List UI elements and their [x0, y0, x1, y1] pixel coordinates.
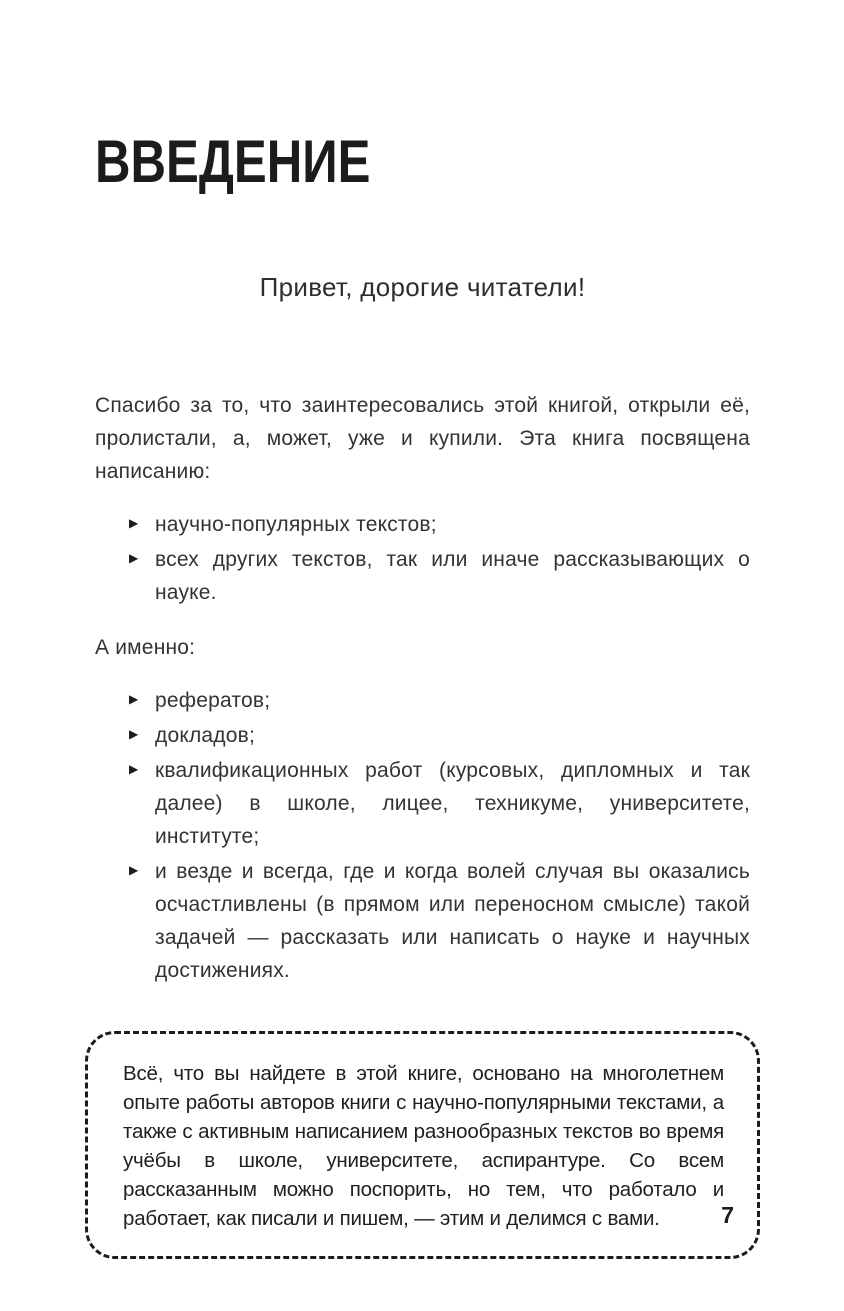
list-item-text: научно-популярных текстов; — [155, 513, 437, 536]
intro-paragraph: Спасибо за то, что заинтересовались этой книгой, открыли её, пролистали, а, может, уже и купили. Эта книга посвящена написанию: — [95, 394, 750, 483]
chapter-title: ВВЕДЕНИЕ — [95, 128, 371, 195]
list-item — [95, 543, 750, 609]
list-item-text: всех других текстов, так или иначе рассказывающих о науке. — [155, 548, 750, 604]
list-item — [95, 508, 750, 541]
bullet-list-topics — [95, 508, 750, 609]
list-item — [95, 684, 750, 717]
note-box — [85, 1031, 760, 1259]
list-item-text: и везде и всегда, где и когда волей случая вы оказались осчастливлены (в прямом или переносном смысле) такой задачей — рассказать или написать о науке и научных достижениях. — [155, 860, 750, 982]
greeting-heading: Привет, дорогие читатели! — [259, 272, 586, 302]
list-intro: А именно: — [95, 636, 196, 659]
note-box-text: Всё, что вы найдете в этой книге, основано на многолетнем опыте работы авторов книги с научно-популярными текстами, а также с активным написанием разнообразных текстов во время учёбы в школе, университете, аспирантуре. Со всем рассказанным можно поспорить, но тем, что работало и работает, как писали и пишем, — этим и делимся с вами. — [123, 1062, 724, 1230]
list-item — [95, 754, 750, 853]
bullet-triangle-icon: ▶ — [129, 762, 139, 776]
list-item — [95, 719, 750, 752]
list-item-text: квалификационных работ (курсовых, дипломных и так далее) в школе, лицее, техникуме, университете, институте; — [155, 759, 750, 848]
bullet-triangle-icon: ▶ — [129, 551, 139, 565]
bullet-list-genres — [95, 684, 750, 987]
list-item — [95, 855, 750, 987]
list-item-text: рефератов; — [155, 689, 271, 712]
page-number: 7 — [721, 1202, 734, 1228]
bullet-triangle-icon: ▶ — [129, 863, 139, 877]
bullet-triangle-icon: ▶ — [129, 727, 139, 741]
bullet-triangle-icon: ▶ — [129, 692, 139, 706]
bullet-triangle-icon: ▶ — [129, 516, 139, 530]
list-item-text: докладов; — [155, 724, 256, 747]
